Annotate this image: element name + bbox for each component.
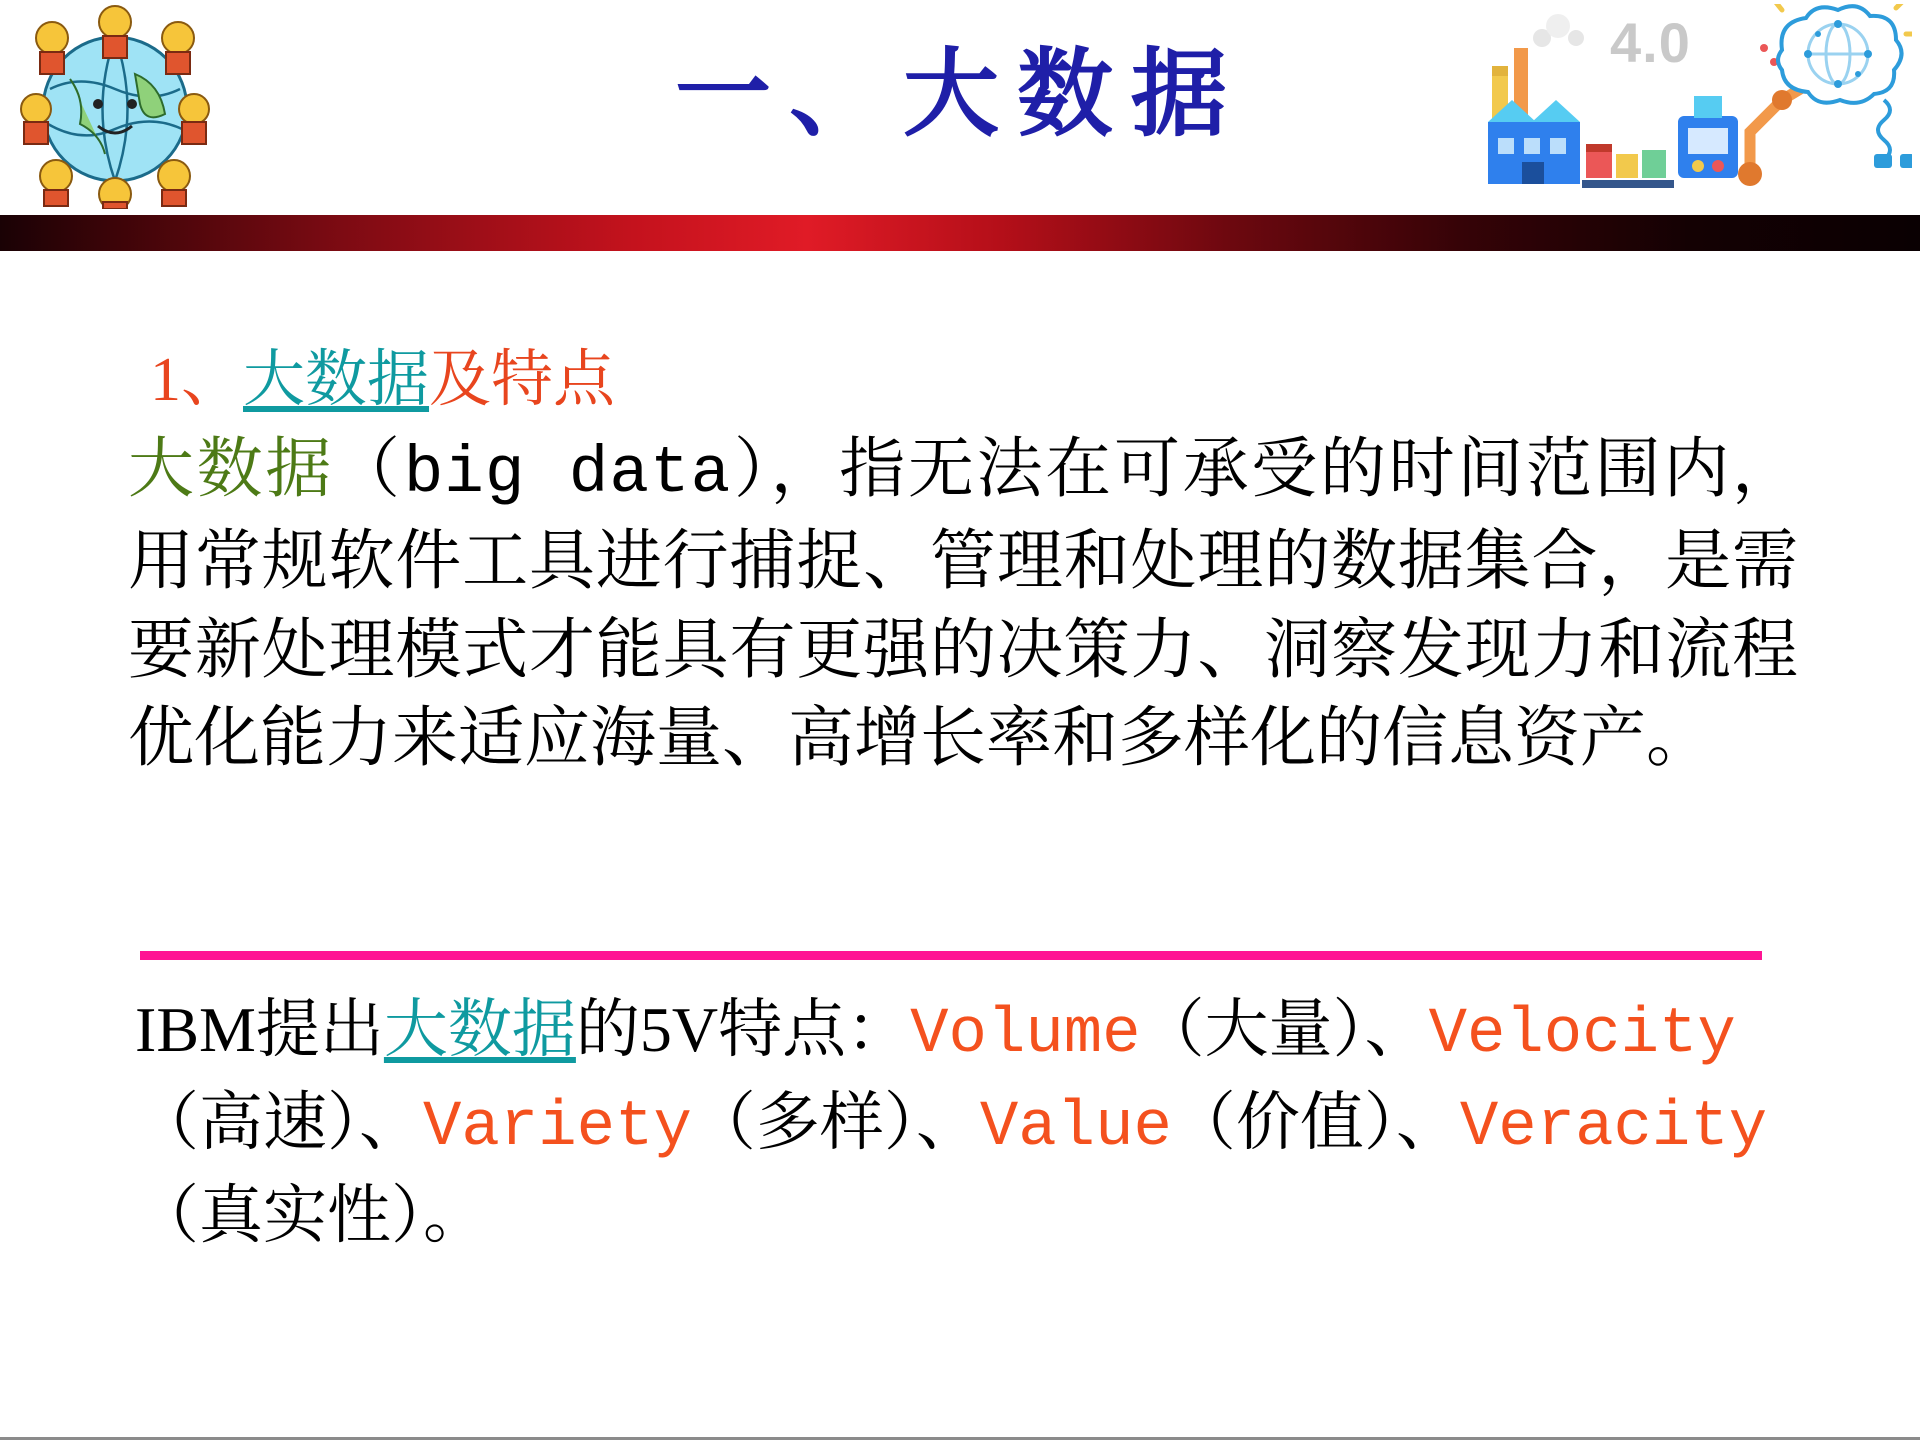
v-term-velocity-cn: （高速）、 <box>135 1087 423 1159</box>
definition-paragraph <box>128 426 1798 784</box>
page-title: 一、大数据 <box>675 41 1245 148</box>
v-term-veracity: Veracity <box>1459 1092 1768 1165</box>
v-term-veracity-cn: （真实性）。 <box>135 1180 487 1252</box>
slide-header <box>0 0 1920 215</box>
v-term-volume-cn: （大量）、 <box>1140 994 1429 1065</box>
section-number: 1、 <box>150 346 244 414</box>
section-keyword: 大数据 <box>243 346 430 414</box>
v-term-variety-cn: （多样）、 <box>691 1087 980 1159</box>
definition-keyword: 大数据 <box>128 433 335 506</box>
section-heading-tail: 及特点 <box>429 346 616 414</box>
v-term-velocity: Velocity <box>1428 999 1736 1071</box>
five-v-keyword: 大数据 <box>383 994 576 1065</box>
pink-divider <box>140 951 1762 960</box>
definition-latin-term: （big data） <box>334 436 771 511</box>
definition-body: ，指无法在可承受的时间范围内，用常规软件工具进行捕捉、管理和处理的数据集合，是需要新处理模式才能具有更强的决策力、洞察发现力和流程优化能力来适应海量、高增长率和多样化的信息资产。 <box>128 433 1799 776</box>
v-term-value: Value <box>979 1092 1172 1165</box>
v-term-variety: Variety <box>423 1092 692 1165</box>
industry-4-robot-brain-clipart-icon <box>1482 4 1912 209</box>
slide-body <box>0 251 1920 1440</box>
industry-version-badge: 4.0 <box>1610 11 1691 74</box>
v-term-volume: Volume <box>910 999 1141 1071</box>
five-v-paragraph <box>135 986 1815 1259</box>
header-divider-bar <box>0 215 1920 251</box>
ibm-lead-text: IBM提出 <box>135 994 384 1065</box>
section-heading <box>150 329 615 418</box>
five-v-mid-text: 的5V特点： <box>575 994 911 1065</box>
v-term-value-cn: （价值）、 <box>1171 1087 1460 1159</box>
